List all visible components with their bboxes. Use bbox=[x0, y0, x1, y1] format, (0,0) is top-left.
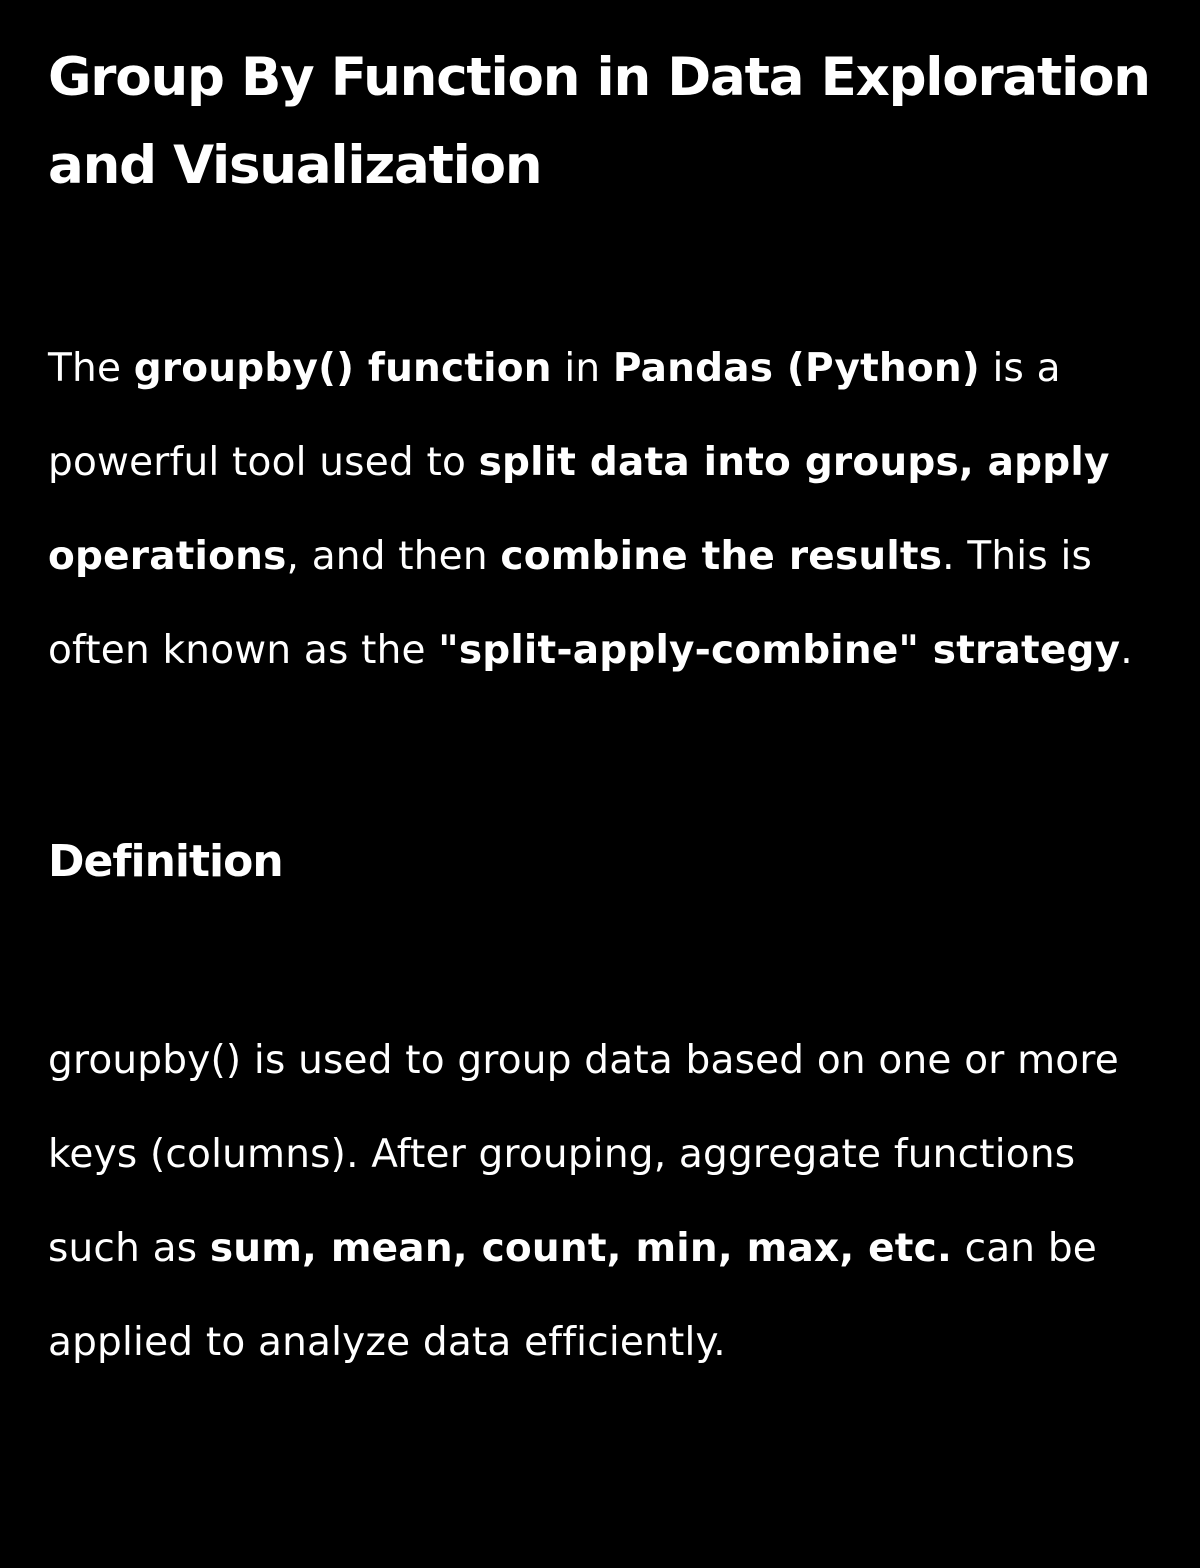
definition-paragraph bbox=[48, 1014, 1160, 1390]
intro-bold-groupby: groupby() function bbox=[133, 346, 552, 391]
definition-text-1: groupby() is used to group data based on one or more keys (columns). After grouping, aggregate functions such as bbox=[48, 1038, 1119, 1271]
intro-text-6: . bbox=[1120, 628, 1133, 673]
intro-text-3: is a powerful tool used to bbox=[48, 346, 1061, 485]
intro-text-5: . This is often known as the bbox=[48, 534, 1092, 673]
definition-bold-aggregates: sum, mean, count, min, max, etc. bbox=[209, 1226, 952, 1271]
intro-text-2: in bbox=[551, 346, 613, 391]
definition-text-2: can be applied to analyze data efficiently. bbox=[48, 1226, 1097, 1365]
intro-text-4: , and then bbox=[286, 534, 501, 579]
intro-text-1: The bbox=[48, 346, 134, 391]
definition-heading: Definition bbox=[48, 836, 283, 887]
intro-bold-combine: combine the results bbox=[500, 534, 943, 579]
intro-paragraph bbox=[48, 322, 1160, 698]
intro-bold-pandas: Pandas (Python) bbox=[612, 346, 980, 391]
intro-bold-split-apply: split data into groups, apply operations bbox=[48, 440, 1110, 579]
page-title: Group By Function in Data Exploration and Visualization bbox=[48, 47, 1150, 196]
intro-bold-strategy: "split-apply-combine" strategy bbox=[438, 628, 1121, 673]
